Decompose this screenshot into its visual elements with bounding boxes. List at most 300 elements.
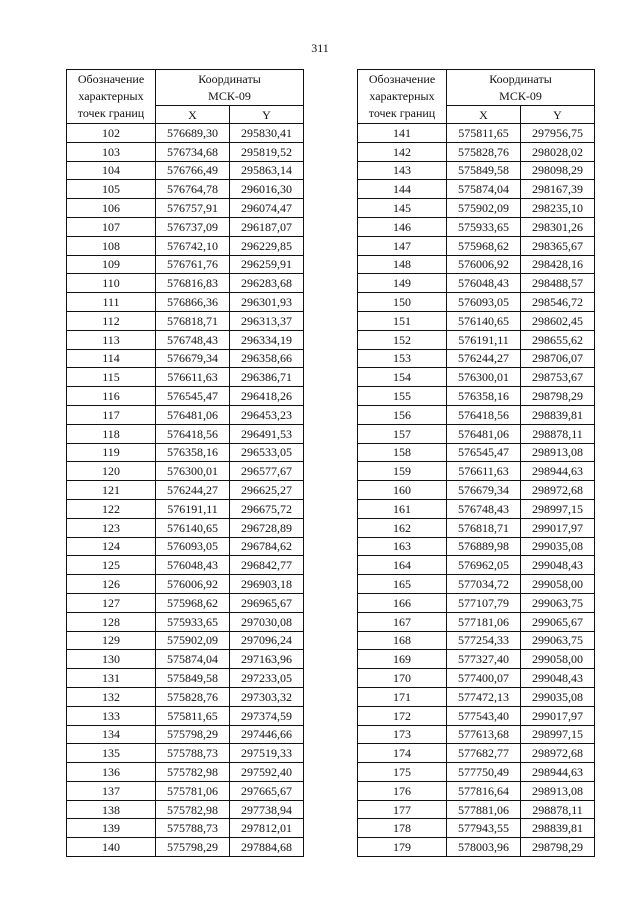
point-id-cell: 131 bbox=[67, 669, 156, 688]
y-coordinate-cell: 296965,67 bbox=[230, 593, 304, 612]
table-row bbox=[67, 781, 304, 800]
y-coordinate-cell: 298878,11 bbox=[521, 800, 595, 819]
header-coordinates bbox=[156, 70, 304, 106]
x-coordinate-cell: 575788,73 bbox=[156, 819, 230, 838]
y-coordinate-cell: 296625,27 bbox=[230, 481, 304, 500]
header-x: X bbox=[156, 106, 230, 124]
y-coordinate-cell: 296313,37 bbox=[230, 311, 304, 330]
x-coordinate-cell: 576300,01 bbox=[156, 462, 230, 481]
y-coordinate-cell: 298365,67 bbox=[521, 236, 595, 255]
y-coordinate-cell: 298944,63 bbox=[521, 763, 595, 782]
x-coordinate-cell: 575968,62 bbox=[447, 236, 521, 255]
table-row bbox=[67, 800, 304, 819]
y-coordinate-cell: 298753,67 bbox=[521, 368, 595, 387]
y-coordinate-cell: 298972,68 bbox=[521, 481, 595, 500]
x-coordinate-cell: 576481,06 bbox=[447, 424, 521, 443]
x-coordinate-cell: 576140,65 bbox=[156, 518, 230, 537]
y-coordinate-cell: 298546,72 bbox=[521, 293, 595, 312]
table-row bbox=[358, 800, 595, 819]
point-id-cell: 124 bbox=[67, 537, 156, 556]
y-coordinate-cell: 298655,62 bbox=[521, 330, 595, 349]
y-coordinate-cell: 296283,68 bbox=[230, 274, 304, 293]
y-coordinate-cell: 297096,24 bbox=[230, 631, 304, 650]
table-row bbox=[358, 387, 595, 406]
y-coordinate-cell: 296259,91 bbox=[230, 255, 304, 274]
x-coordinate-cell: 577613,68 bbox=[447, 725, 521, 744]
x-coordinate-cell: 577107,79 bbox=[447, 593, 521, 612]
y-coordinate-cell: 298997,15 bbox=[521, 499, 595, 518]
y-coordinate-cell: 299048,43 bbox=[521, 669, 595, 688]
y-coordinate-cell: 298602,45 bbox=[521, 311, 595, 330]
table-row bbox=[358, 368, 595, 387]
point-id-cell: 147 bbox=[358, 236, 447, 255]
point-id-cell: 126 bbox=[67, 575, 156, 594]
x-coordinate-cell: 576761,76 bbox=[156, 255, 230, 274]
x-coordinate-cell: 576766,49 bbox=[156, 161, 230, 180]
table-row bbox=[67, 199, 304, 218]
x-coordinate-cell: 577400,07 bbox=[447, 669, 521, 688]
x-coordinate-cell: 575828,76 bbox=[156, 687, 230, 706]
table-row bbox=[67, 819, 304, 838]
x-coordinate-cell: 575849,58 bbox=[156, 669, 230, 688]
y-coordinate-cell: 297956,75 bbox=[521, 124, 595, 143]
y-coordinate-cell: 299063,75 bbox=[521, 631, 595, 650]
x-coordinate-cell: 578003,96 bbox=[447, 838, 521, 857]
table-row bbox=[358, 255, 595, 274]
x-coordinate-cell: 577543,40 bbox=[447, 706, 521, 725]
x-coordinate-cell: 575782,98 bbox=[156, 763, 230, 782]
y-coordinate-cell: 298167,39 bbox=[521, 180, 595, 199]
point-id-cell: 118 bbox=[67, 424, 156, 443]
x-coordinate-cell: 575874,04 bbox=[156, 650, 230, 669]
y-coordinate-cell: 296577,67 bbox=[230, 462, 304, 481]
table-row bbox=[358, 650, 595, 669]
x-coordinate-cell: 577472,13 bbox=[447, 687, 521, 706]
table-row bbox=[67, 180, 304, 199]
x-coordinate-cell: 576191,11 bbox=[156, 499, 230, 518]
point-id-cell: 107 bbox=[67, 217, 156, 236]
x-coordinate-cell: 576611,63 bbox=[447, 462, 521, 481]
header-point-line2: характерных bbox=[78, 89, 144, 103]
table-body-left bbox=[67, 124, 304, 857]
y-coordinate-cell: 298798,29 bbox=[521, 838, 595, 857]
point-id-cell: 119 bbox=[67, 443, 156, 462]
table-row bbox=[358, 199, 595, 218]
y-coordinate-cell: 298913,08 bbox=[521, 781, 595, 800]
point-id-cell: 158 bbox=[358, 443, 447, 462]
x-coordinate-cell: 575811,65 bbox=[447, 124, 521, 143]
x-coordinate-cell: 575811,65 bbox=[156, 706, 230, 725]
y-coordinate-cell: 298488,57 bbox=[521, 274, 595, 293]
table-row bbox=[67, 405, 304, 424]
table-row bbox=[358, 706, 595, 725]
x-coordinate-cell: 575968,62 bbox=[156, 593, 230, 612]
y-coordinate-cell: 295863,14 bbox=[230, 161, 304, 180]
y-coordinate-cell: 296358,66 bbox=[230, 349, 304, 368]
y-coordinate-cell: 297303,32 bbox=[230, 687, 304, 706]
y-coordinate-cell: 299017,97 bbox=[521, 518, 595, 537]
table-row bbox=[358, 424, 595, 443]
y-coordinate-cell: 295819,52 bbox=[230, 142, 304, 161]
table-row bbox=[67, 443, 304, 462]
x-coordinate-cell: 577181,06 bbox=[447, 612, 521, 631]
table-row bbox=[358, 124, 595, 143]
point-id-cell: 168 bbox=[358, 631, 447, 650]
coordinates-table-right bbox=[357, 69, 595, 857]
x-coordinate-cell: 576757,91 bbox=[156, 199, 230, 218]
point-id-cell: 137 bbox=[67, 781, 156, 800]
x-coordinate-cell: 576816,83 bbox=[156, 274, 230, 293]
x-coordinate-cell: 576358,16 bbox=[447, 387, 521, 406]
y-coordinate-cell: 296842,77 bbox=[230, 556, 304, 575]
table-row bbox=[67, 330, 304, 349]
table-row bbox=[67, 387, 304, 406]
table-row bbox=[358, 274, 595, 293]
x-coordinate-cell: 575798,29 bbox=[156, 725, 230, 744]
header-point-line3: точек границ bbox=[368, 106, 436, 120]
x-coordinate-cell: 577881,06 bbox=[447, 800, 521, 819]
y-coordinate-cell: 298428,16 bbox=[521, 255, 595, 274]
header-coords-line2: МСК-09 bbox=[208, 88, 251, 103]
table-row bbox=[67, 499, 304, 518]
x-coordinate-cell: 575902,09 bbox=[447, 199, 521, 218]
x-coordinate-cell: 576300,01 bbox=[447, 368, 521, 387]
point-id-cell: 132 bbox=[67, 687, 156, 706]
point-id-cell: 109 bbox=[67, 255, 156, 274]
table-row bbox=[358, 518, 595, 537]
point-id-cell: 167 bbox=[358, 612, 447, 631]
point-id-cell: 142 bbox=[358, 142, 447, 161]
x-coordinate-cell: 575828,76 bbox=[447, 142, 521, 161]
table-row bbox=[358, 669, 595, 688]
y-coordinate-cell: 297446,66 bbox=[230, 725, 304, 744]
table-row bbox=[67, 311, 304, 330]
y-coordinate-cell: 297812,01 bbox=[230, 819, 304, 838]
table-row bbox=[358, 499, 595, 518]
header-coords-line1: Координаты bbox=[489, 71, 552, 86]
y-coordinate-cell: 299035,08 bbox=[521, 687, 595, 706]
y-coordinate-cell: 298878,11 bbox=[521, 424, 595, 443]
y-coordinate-cell: 296491,53 bbox=[230, 424, 304, 443]
point-id-cell: 136 bbox=[67, 763, 156, 782]
y-coordinate-cell: 298972,68 bbox=[521, 744, 595, 763]
point-id-cell: 150 bbox=[358, 293, 447, 312]
point-id-cell: 157 bbox=[358, 424, 447, 443]
table-row bbox=[358, 481, 595, 500]
point-id-cell: 129 bbox=[67, 631, 156, 650]
x-coordinate-cell: 577682,77 bbox=[447, 744, 521, 763]
x-coordinate-cell: 576418,56 bbox=[156, 424, 230, 443]
x-coordinate-cell: 576244,27 bbox=[447, 349, 521, 368]
point-id-cell: 151 bbox=[358, 311, 447, 330]
table-row bbox=[67, 612, 304, 631]
point-id-cell: 110 bbox=[67, 274, 156, 293]
point-id-cell: 117 bbox=[67, 405, 156, 424]
point-id-cell: 161 bbox=[358, 499, 447, 518]
x-coordinate-cell: 577327,40 bbox=[447, 650, 521, 669]
y-coordinate-cell: 296903,18 bbox=[230, 575, 304, 594]
y-coordinate-cell: 299048,43 bbox=[521, 556, 595, 575]
table-row bbox=[67, 631, 304, 650]
x-coordinate-cell: 576481,06 bbox=[156, 405, 230, 424]
header-point-designation bbox=[67, 70, 156, 124]
x-coordinate-cell: 576764,78 bbox=[156, 180, 230, 199]
y-coordinate-cell: 296418,26 bbox=[230, 387, 304, 406]
table-row bbox=[358, 575, 595, 594]
point-id-cell: 139 bbox=[67, 819, 156, 838]
point-id-cell: 127 bbox=[67, 593, 156, 612]
table-row bbox=[358, 687, 595, 706]
table-row bbox=[67, 593, 304, 612]
y-coordinate-cell: 296533,05 bbox=[230, 443, 304, 462]
table-row bbox=[67, 462, 304, 481]
x-coordinate-cell: 575902,09 bbox=[156, 631, 230, 650]
point-id-cell: 178 bbox=[358, 819, 447, 838]
x-coordinate-cell: 577943,55 bbox=[447, 819, 521, 838]
y-coordinate-cell: 296784,62 bbox=[230, 537, 304, 556]
table-row bbox=[358, 781, 595, 800]
point-id-cell: 120 bbox=[67, 462, 156, 481]
point-id-cell: 163 bbox=[358, 537, 447, 556]
point-id-cell: 174 bbox=[358, 744, 447, 763]
y-coordinate-cell: 299035,08 bbox=[521, 537, 595, 556]
table-row bbox=[67, 349, 304, 368]
y-coordinate-cell: 298944,63 bbox=[521, 462, 595, 481]
header-point-designation bbox=[358, 70, 447, 124]
y-coordinate-cell: 297163,96 bbox=[230, 650, 304, 669]
table-row bbox=[67, 687, 304, 706]
y-coordinate-cell: 296386,71 bbox=[230, 368, 304, 387]
point-id-cell: 165 bbox=[358, 575, 447, 594]
table-row bbox=[67, 124, 304, 143]
point-id-cell: 140 bbox=[67, 838, 156, 857]
table-row bbox=[358, 593, 595, 612]
y-coordinate-cell: 297030,08 bbox=[230, 612, 304, 631]
y-coordinate-cell: 298098,29 bbox=[521, 161, 595, 180]
x-coordinate-cell: 575933,65 bbox=[156, 612, 230, 631]
table-row bbox=[67, 744, 304, 763]
point-id-cell: 108 bbox=[67, 236, 156, 255]
point-id-cell: 106 bbox=[67, 199, 156, 218]
page-number: 311 bbox=[311, 41, 329, 55]
table-row bbox=[67, 725, 304, 744]
x-coordinate-cell: 576866,36 bbox=[156, 293, 230, 312]
table-row bbox=[67, 424, 304, 443]
point-id-cell: 141 bbox=[358, 124, 447, 143]
x-coordinate-cell: 576545,47 bbox=[156, 387, 230, 406]
point-id-cell: 154 bbox=[358, 368, 447, 387]
point-id-cell: 123 bbox=[67, 518, 156, 537]
header-point-line1: Обозначение bbox=[77, 72, 145, 86]
header-coords-line1: Координаты bbox=[198, 71, 261, 86]
table-row bbox=[67, 368, 304, 387]
x-coordinate-cell: 576418,56 bbox=[447, 405, 521, 424]
y-coordinate-cell: 298028,02 bbox=[521, 142, 595, 161]
y-coordinate-cell: 298839,81 bbox=[521, 819, 595, 838]
x-coordinate-cell: 576048,43 bbox=[156, 556, 230, 575]
x-coordinate-cell: 575781,06 bbox=[156, 781, 230, 800]
x-coordinate-cell: 575933,65 bbox=[447, 217, 521, 236]
x-coordinate-cell: 577034,72 bbox=[447, 575, 521, 594]
point-id-cell: 104 bbox=[67, 161, 156, 180]
point-id-cell: 134 bbox=[67, 725, 156, 744]
point-id-cell: 143 bbox=[358, 161, 447, 180]
table-row bbox=[358, 180, 595, 199]
y-coordinate-cell: 296453,23 bbox=[230, 405, 304, 424]
y-coordinate-cell: 296334,19 bbox=[230, 330, 304, 349]
y-coordinate-cell: 296187,07 bbox=[230, 217, 304, 236]
point-id-cell: 173 bbox=[358, 725, 447, 744]
point-id-cell: 130 bbox=[67, 650, 156, 669]
y-coordinate-cell: 298913,08 bbox=[521, 443, 595, 462]
point-id-cell: 179 bbox=[358, 838, 447, 857]
y-coordinate-cell: 299058,00 bbox=[521, 650, 595, 669]
x-coordinate-cell: 577254,33 bbox=[447, 631, 521, 650]
x-coordinate-cell: 576048,43 bbox=[447, 274, 521, 293]
x-coordinate-cell: 576545,47 bbox=[447, 443, 521, 462]
table-row bbox=[358, 537, 595, 556]
point-id-cell: 160 bbox=[358, 481, 447, 500]
point-id-cell: 102 bbox=[67, 124, 156, 143]
x-coordinate-cell: 576737,09 bbox=[156, 217, 230, 236]
table-row bbox=[358, 744, 595, 763]
table-row bbox=[67, 650, 304, 669]
x-coordinate-cell: 576689,30 bbox=[156, 124, 230, 143]
table-row bbox=[67, 274, 304, 293]
table-row bbox=[358, 330, 595, 349]
y-coordinate-cell: 299017,97 bbox=[521, 706, 595, 725]
header-coordinates bbox=[447, 70, 595, 106]
y-coordinate-cell: 297738,94 bbox=[230, 800, 304, 819]
point-id-cell: 166 bbox=[358, 593, 447, 612]
y-coordinate-cell: 296229,85 bbox=[230, 236, 304, 255]
point-id-cell: 135 bbox=[67, 744, 156, 763]
point-id-cell: 105 bbox=[67, 180, 156, 199]
point-id-cell: 116 bbox=[67, 387, 156, 406]
point-id-cell: 176 bbox=[358, 781, 447, 800]
y-coordinate-cell: 298235,10 bbox=[521, 199, 595, 218]
table-row bbox=[358, 236, 595, 255]
table-row bbox=[67, 537, 304, 556]
x-coordinate-cell: 576818,71 bbox=[156, 311, 230, 330]
x-coordinate-cell: 575782,98 bbox=[156, 800, 230, 819]
point-id-cell: 133 bbox=[67, 706, 156, 725]
y-coordinate-cell: 298839,81 bbox=[521, 405, 595, 424]
x-coordinate-cell: 576734,68 bbox=[156, 142, 230, 161]
point-id-cell: 112 bbox=[67, 311, 156, 330]
table-row bbox=[67, 669, 304, 688]
x-coordinate-cell: 576742,10 bbox=[156, 236, 230, 255]
y-coordinate-cell: 297884,68 bbox=[230, 838, 304, 857]
x-coordinate-cell: 576093,05 bbox=[447, 293, 521, 312]
table-row bbox=[67, 763, 304, 782]
table-body-right bbox=[358, 124, 595, 857]
point-id-cell: 148 bbox=[358, 255, 447, 274]
table-row bbox=[67, 161, 304, 180]
point-id-cell: 115 bbox=[67, 368, 156, 387]
x-coordinate-cell: 576006,92 bbox=[156, 575, 230, 594]
y-coordinate-cell: 296675,72 bbox=[230, 499, 304, 518]
table-row bbox=[67, 575, 304, 594]
x-coordinate-cell: 576679,34 bbox=[156, 349, 230, 368]
x-coordinate-cell: 576191,11 bbox=[447, 330, 521, 349]
x-coordinate-cell: 575849,58 bbox=[447, 161, 521, 180]
x-coordinate-cell: 576748,43 bbox=[447, 499, 521, 518]
header-coords-line2: МСК-09 bbox=[499, 88, 542, 103]
point-id-cell: 103 bbox=[67, 142, 156, 161]
point-id-cell: 156 bbox=[358, 405, 447, 424]
y-coordinate-cell: 297665,67 bbox=[230, 781, 304, 800]
point-id-cell: 149 bbox=[358, 274, 447, 293]
table-row bbox=[67, 255, 304, 274]
table-row bbox=[67, 142, 304, 161]
coordinates-table-left bbox=[66, 69, 304, 857]
y-coordinate-cell: 299063,75 bbox=[521, 593, 595, 612]
table-row bbox=[67, 518, 304, 537]
point-id-cell: 170 bbox=[358, 669, 447, 688]
header-point-line1: Обозначение bbox=[368, 72, 436, 86]
table-row bbox=[358, 556, 595, 575]
y-coordinate-cell: 299065,67 bbox=[521, 612, 595, 631]
y-coordinate-cell: 297592,40 bbox=[230, 763, 304, 782]
table-row bbox=[358, 217, 595, 236]
x-coordinate-cell: 577750,49 bbox=[447, 763, 521, 782]
header-y: Y bbox=[230, 106, 304, 124]
table-row bbox=[358, 725, 595, 744]
point-id-cell: 144 bbox=[358, 180, 447, 199]
point-id-cell: 175 bbox=[358, 763, 447, 782]
table-row bbox=[358, 819, 595, 838]
table-row bbox=[358, 161, 595, 180]
header-point-line2: характерных bbox=[369, 89, 435, 103]
table-row bbox=[358, 443, 595, 462]
table-row bbox=[358, 838, 595, 857]
x-coordinate-cell: 577816,64 bbox=[447, 781, 521, 800]
point-id-cell: 121 bbox=[67, 481, 156, 500]
table-row bbox=[67, 236, 304, 255]
x-coordinate-cell: 576889,98 bbox=[447, 537, 521, 556]
y-coordinate-cell: 296074,47 bbox=[230, 199, 304, 218]
table-row bbox=[358, 462, 595, 481]
point-id-cell: 177 bbox=[358, 800, 447, 819]
x-coordinate-cell: 576679,34 bbox=[447, 481, 521, 500]
header-y: Y bbox=[521, 106, 595, 124]
y-coordinate-cell: 296301,93 bbox=[230, 293, 304, 312]
x-coordinate-cell: 576748,43 bbox=[156, 330, 230, 349]
point-id-cell: 111 bbox=[67, 293, 156, 312]
point-id-cell: 113 bbox=[67, 330, 156, 349]
x-coordinate-cell: 575798,29 bbox=[156, 838, 230, 857]
table-row bbox=[358, 311, 595, 330]
table-row bbox=[67, 217, 304, 236]
x-coordinate-cell: 576093,05 bbox=[156, 537, 230, 556]
point-id-cell: 128 bbox=[67, 612, 156, 631]
table-row bbox=[358, 763, 595, 782]
point-id-cell: 138 bbox=[67, 800, 156, 819]
table-row bbox=[358, 612, 595, 631]
y-coordinate-cell: 298798,29 bbox=[521, 387, 595, 406]
x-coordinate-cell: 576818,71 bbox=[447, 518, 521, 537]
point-id-cell: 169 bbox=[358, 650, 447, 669]
point-id-cell: 159 bbox=[358, 462, 447, 481]
header-x: X bbox=[447, 106, 521, 124]
x-coordinate-cell: 576006,92 bbox=[447, 255, 521, 274]
table-row bbox=[67, 706, 304, 725]
x-coordinate-cell: 576140,65 bbox=[447, 311, 521, 330]
point-id-cell: 162 bbox=[358, 518, 447, 537]
table-row bbox=[67, 556, 304, 575]
table-row bbox=[358, 293, 595, 312]
